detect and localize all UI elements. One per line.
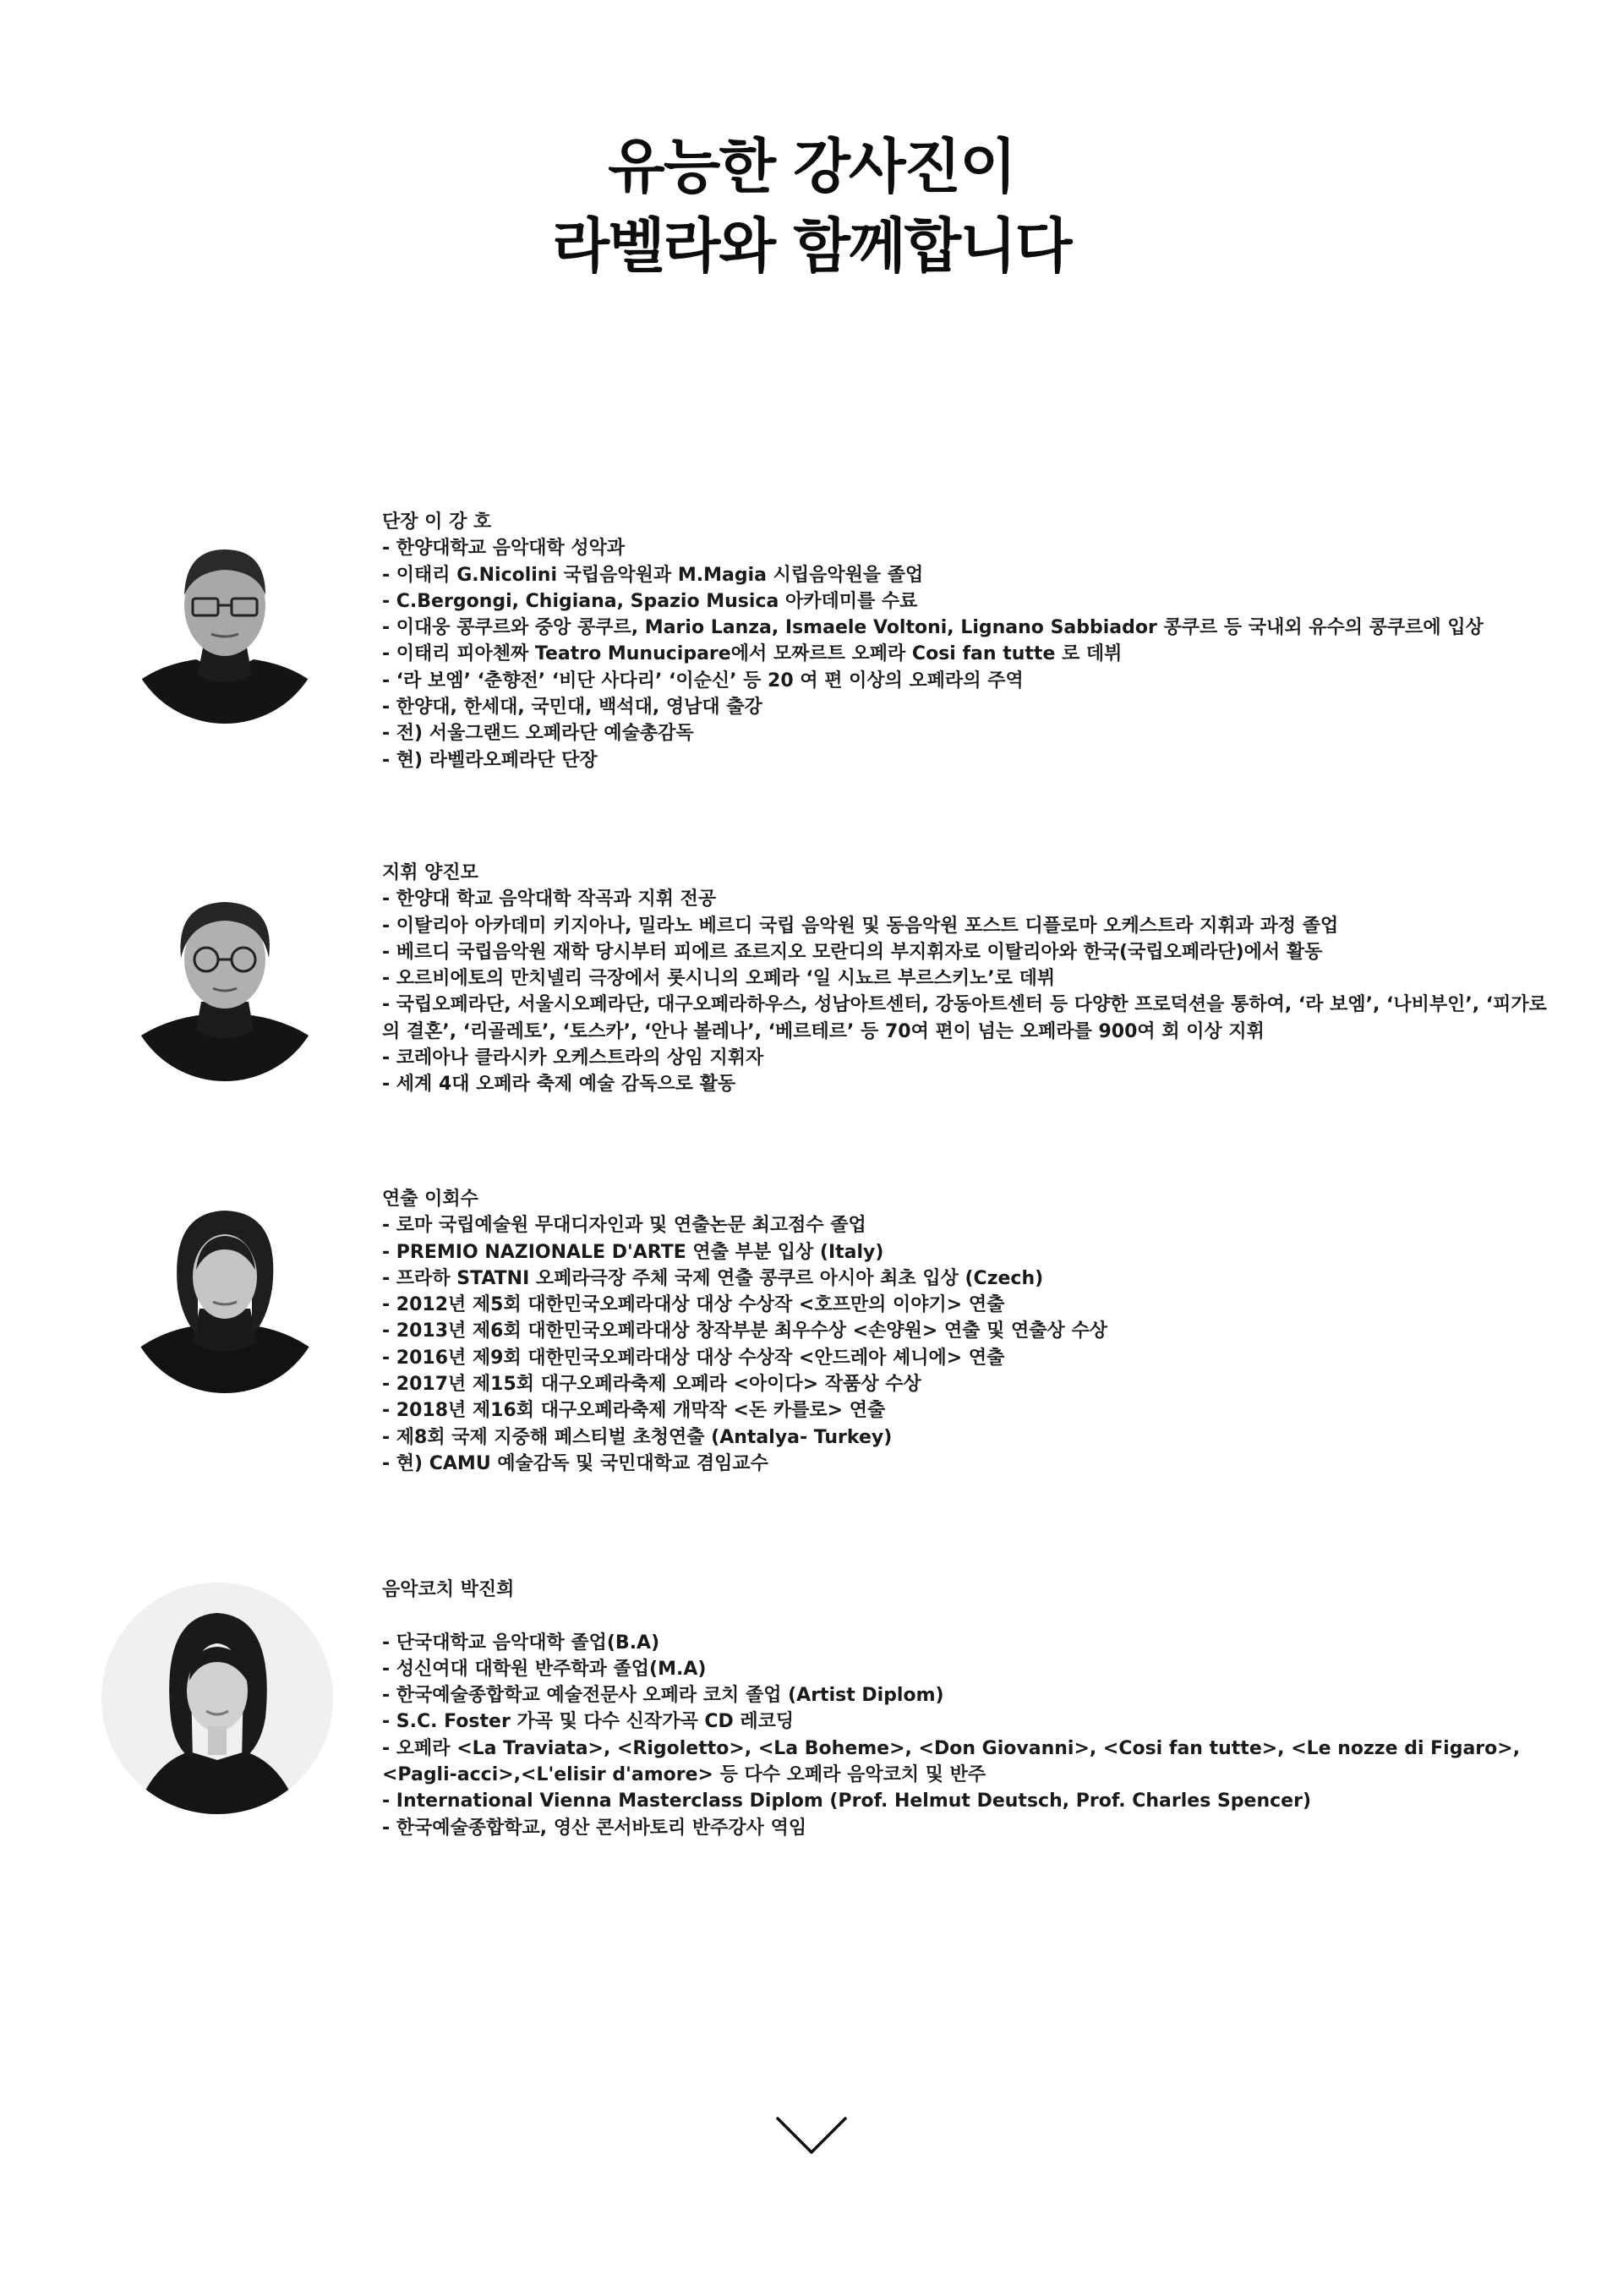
bio-item: - 성신여대 대학원 반주학과 졸업(M.A) (382, 1658, 707, 1680)
bio-item: - 현) 라벨라오페라단 단장 (382, 749, 598, 771)
instructor-photo (125, 524, 325, 724)
bio-item: - 이대웅 콩쿠르와 중앙 콩쿠르, Mario Lanza, Ismaele Voltoni, Lignano Sabbiador 콩쿠르 등 국내외 유수의 콩쿠르에 입상 (382, 617, 1484, 639)
bio-item: - S.C. Foster 가곡 및 다수 신작가곡 CD 레코딩 (382, 1711, 795, 1733)
portrait-woman-icon (101, 1583, 333, 1814)
bio-item: - 세계 4대 오페라 축제 예술 감독으로 활동 (382, 1074, 736, 1096)
bio-item: - 2017년 제15회 대구오페라축제 오페라 <아이다> 작품상 수상 (382, 1374, 921, 1396)
bio-item: - 오르비에토의 만치넬리 극장에서 롯시니의 오페라 ‘일 시뇨르 부르스키노’로 데뷔 (382, 968, 1056, 990)
portrait-man-glasses-icon (125, 524, 325, 724)
bio-item: - 로마 국립예술원 무대디자인과 및 연출논문 최고점수 졸업 (382, 1215, 866, 1237)
page-title-line-2: 라벨라와 함께합니다 (552, 211, 1071, 281)
bio-item: - 단국대학교 음악대학 졸업(B.A) (382, 1632, 660, 1654)
instructor-name: 음악코치 박진희 (382, 1579, 515, 1600)
bio-item: - 2018년 제16회 대구오페라축제 개막작 <돈 카를로> 연출 (382, 1400, 886, 1422)
bio-item: - PREMIO NAZIONALE D'ARTE 연출 부분 입상 (Italy) (382, 1241, 884, 1263)
bio-item: - 국립오페라단, 서울시오페라단, 대구오페라하우스, 성남아트센터, 강동아트센터 등 다양한 프로덕션을 통하여, ‘라 보엠’, ‘나비부인’, ‘피가로의 결혼’, ‘리골레토’, ‘토스카’, ‘안나 볼레나’, ‘베르테르’ 등 70여 편이 넘는 오페라를 900여 회 이상 지휘 (382, 994, 1547, 1042)
bio-item: - 2013년 제6회 대한민국오페라대상 창작부분 최우수상 <손양원> 연출 및 연출상 수상 (382, 1320, 1107, 1342)
bio-item: - 2012년 제5회 대한민국오페라대상 대상 수상작 <호프만의 이야기> 연출 (382, 1294, 1005, 1316)
bio-item: - ‘라 보엠’ ‘춘향전’ ‘비단 사다리’ ‘이순신’ 등 20 여 편 이상의 오페라의 주역 (382, 670, 1024, 692)
bio-item: - 이탈리아 아카데미 키지아나, 밀라노 베르디 국립 음악원 및 동음악원 포스트 디플로마 오케스트라 지휘과 과정 졸업 (382, 915, 1339, 937)
bio-item: - 한양대, 한세대, 국민대, 백석대, 영남대 출강 (382, 697, 762, 719)
portrait-woman-icon (125, 1194, 325, 1393)
bio-item: - 제8회 국제 지중해 페스티벌 초청연출 (Antalya- Turkey) (382, 1426, 893, 1448)
instructor-bio (382, 1577, 1549, 1841)
bio-item: - C.Bergongi, Chigiana, Spazio Musica 아카데미를 수료 (382, 590, 918, 612)
instructor-name: 지휘 양진모 (382, 862, 478, 883)
bio-item: - 이태리 G.Nicolini 국립음악원과 M.Magia 시립음악원을 졸업 (382, 564, 924, 586)
instructor-bio (382, 1186, 1549, 1477)
bio-item: - 한양대학교 음악대학 성악과 (382, 538, 626, 560)
bio-item: - 프라하 STATNI 오페라극장 주체 국제 연출 콩쿠르 아시아 최초 입상 (Czech) (382, 1267, 1044, 1289)
chevron-down-icon (774, 2113, 849, 2157)
instructor-photo (125, 1194, 325, 1393)
instructor-name: 연출 이회수 (382, 1189, 478, 1210)
instructor-bio (382, 509, 1549, 774)
bio-item: - 베르디 국립음악원 재학 당시부터 피에르 죠르지오 모란디의 부지휘자로 이탈리아와 한국(국립오페라단)에서 활동 (382, 941, 1323, 963)
portrait-man-glasses-icon (125, 882, 325, 1081)
instructor-bio (382, 860, 1549, 1098)
bio-item: - 2016년 제9회 대한민국오페라대상 대상 수상작 <안드레아 셰니에> 연출 (382, 1347, 1005, 1369)
bio-item: - International Vienna Masterclass Diplom (Prof. Helmut Deutsch, Prof. Charles Spencer) (382, 1790, 1312, 1812)
bio-item: - 전) 서울그랜드 오페라단 예술총감독 (382, 723, 694, 745)
instructor-photo (101, 1583, 333, 1814)
bio-item: - 현) CAMU 예술감독 및 국민대학교 겸임교수 (382, 1452, 768, 1474)
bio-item: - 한국예술종합학교 예술전문사 오페라 코치 졸업 (Artist Diplom) (382, 1685, 944, 1707)
scroll-down-button[interactable] (774, 2113, 849, 2157)
page-title-line-1: 유능한 강사진이 (608, 132, 1015, 201)
instructor-photo (125, 882, 325, 1081)
bio-item: - 코레아나 클라시카 오케스트라의 상임 지휘자 (382, 1047, 764, 1069)
instructor-name: 단장 이 강 호 (382, 511, 492, 533)
bio-item: - 한양대 학교 음악대학 작곡과 지휘 전공 (382, 888, 717, 910)
bio-item: - 한국예술종합학교, 영산 콘서바토리 반주강사 역임 (382, 1817, 807, 1839)
bio-item: - 오페라 <La Traviata>, <Rigoletto>, <La Boheme>, <Don Giovanni>, <Cosi fan tutte>, <Le nozze di Figaro>,<Pagli-acci>,<L'elisir d'amore> 등 다수 오페라 음악코치 및 반주 (382, 1737, 1521, 1786)
bio-item: - 이태리 피아첸짜 Teatro Munucipare에서 모짜르트 오페라 Cosi fan tutte 로 데뷔 (382, 643, 1123, 665)
page-title (0, 127, 1623, 286)
